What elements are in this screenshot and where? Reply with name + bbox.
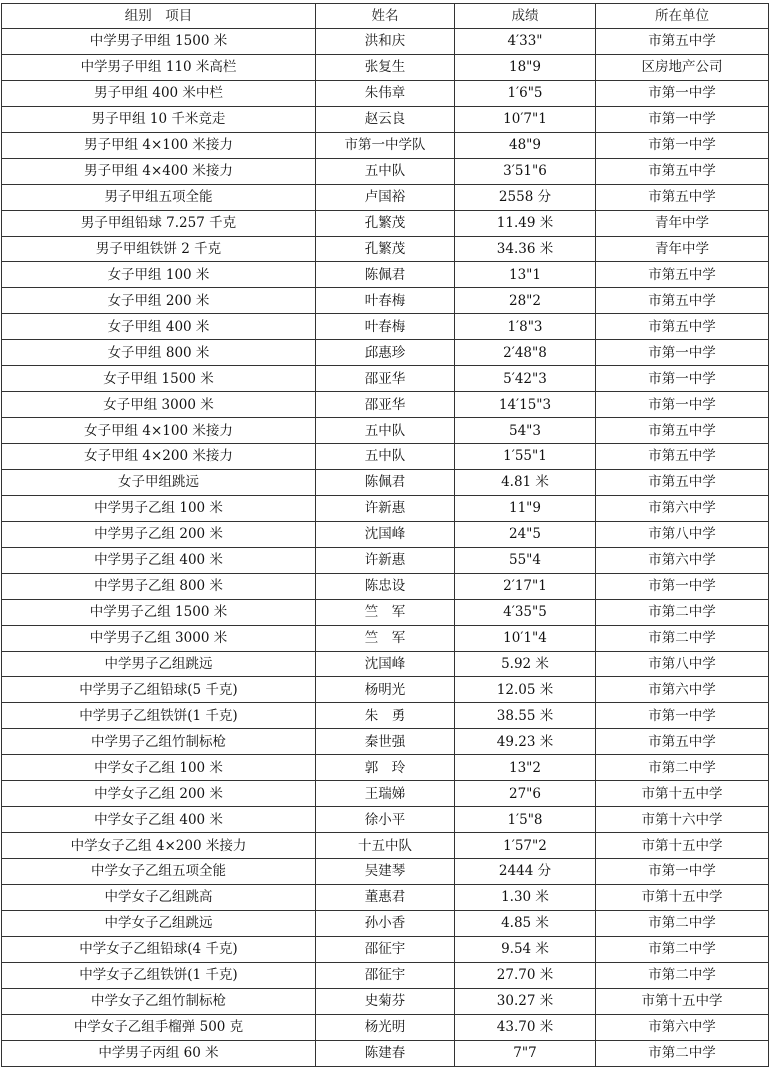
table-row: [2, 314, 769, 340]
name-cell: 许新惠: [316, 547, 455, 573]
result-cell: 24"5: [455, 521, 596, 547]
name-cell: 邵征宇: [316, 936, 455, 962]
name-cell: 陈佩君: [316, 262, 455, 288]
result-cell: 30.27 米: [455, 988, 596, 1014]
event-cell: 中学女子乙组竹制标枪: [2, 988, 316, 1014]
header-row: [2, 4, 769, 29]
unit-cell: 市第十五中学: [596, 884, 769, 910]
unit-cell: 市第一中学: [596, 340, 769, 366]
name-cell: 朱伟章: [316, 80, 455, 106]
unit-cell: 市第十五中学: [596, 833, 769, 859]
name-cell: 叶春梅: [316, 314, 455, 340]
name-cell: 洪和庆: [316, 29, 455, 55]
event-cell: 女子甲组 200 米: [2, 288, 316, 314]
result-cell: 10′7"1: [455, 106, 596, 132]
event-cell: 女子甲组 400 米: [2, 314, 316, 340]
result-cell: 4′35"5: [455, 599, 596, 625]
unit-cell: 市第六中学: [596, 547, 769, 573]
result-cell: 9.54 米: [455, 936, 596, 962]
event-cell: 女子甲组 100 米: [2, 262, 316, 288]
result-cell: 1′8"3: [455, 314, 596, 340]
unit-cell: 市第二中学: [596, 625, 769, 651]
result-cell: 7"7: [455, 1040, 596, 1066]
table-row: [2, 495, 769, 521]
event-cell: 中学女子乙组铁饼(1 千克): [2, 962, 316, 988]
table-row: [2, 29, 769, 55]
unit-cell: 市第一中学: [596, 573, 769, 599]
table-row: [2, 366, 769, 392]
table-row: [2, 1014, 769, 1040]
name-cell: 陈佩君: [316, 469, 455, 495]
name-cell: 杨光明: [316, 1014, 455, 1040]
unit-cell: 市第五中学: [596, 288, 769, 314]
name-cell: 孔繁茂: [316, 236, 455, 262]
event-cell: 中学男子乙组竹制标枪: [2, 729, 316, 755]
result-cell: 13"2: [455, 755, 596, 781]
result-cell: 43.70 米: [455, 1014, 596, 1040]
name-cell: 秦世强: [316, 729, 455, 755]
result-cell: 55"4: [455, 547, 596, 573]
table-row: [2, 288, 769, 314]
name-cell: 邱惠珍: [316, 340, 455, 366]
result-cell: 54"3: [455, 418, 596, 444]
unit-cell: 市第一中学: [596, 703, 769, 729]
result-cell: 4.85 米: [455, 910, 596, 936]
unit-cell: 市第十六中学: [596, 807, 769, 833]
result-cell: 1′57"2: [455, 833, 596, 859]
result-cell: 14′15"3: [455, 392, 596, 418]
table-row: [2, 677, 769, 703]
unit-cell: 市第八中学: [596, 521, 769, 547]
event-cell: 男子甲组 4×100 米接力: [2, 132, 316, 158]
result-cell: 13"1: [455, 262, 596, 288]
table-row: [2, 521, 769, 547]
result-cell: 4′33": [455, 29, 596, 55]
name-cell: 王瑞娣: [316, 781, 455, 807]
name-cell: 史菊芬: [316, 988, 455, 1014]
unit-cell: 市第六中学: [596, 1014, 769, 1040]
result-cell: 4.81 米: [455, 469, 596, 495]
event-cell: 中学男子乙组 800 米: [2, 573, 316, 599]
unit-cell: 市第二中学: [596, 936, 769, 962]
name-cell: 竺 军: [316, 625, 455, 651]
unit-cell: 市第五中学: [596, 184, 769, 210]
records-table: [1, 3, 769, 1067]
unit-cell: 青年中学: [596, 236, 769, 262]
event-cell: 中学女子乙组 200 米: [2, 781, 316, 807]
table-body: [2, 29, 769, 1067]
table-row: [2, 599, 769, 625]
unit-cell: 市第五中学: [596, 158, 769, 184]
result-cell: 1′55"1: [455, 444, 596, 470]
name-cell: 五中队: [316, 158, 455, 184]
unit-cell: 市第二中学: [596, 910, 769, 936]
unit-cell: 市第五中学: [596, 262, 769, 288]
name-cell: 竺 军: [316, 599, 455, 625]
table-row: [2, 236, 769, 262]
header-unit: 所在单位: [596, 4, 769, 29]
name-cell: 徐小平: [316, 807, 455, 833]
event-cell: 中学女子乙组跳高: [2, 884, 316, 910]
table-row: [2, 729, 769, 755]
result-cell: 11"9: [455, 495, 596, 521]
name-cell: 孔繁茂: [316, 210, 455, 236]
event-cell: 男子甲组 400 米中栏: [2, 80, 316, 106]
table-row: [2, 444, 769, 470]
result-cell: 2′17"1: [455, 573, 596, 599]
table-row: [2, 910, 769, 936]
result-cell: 28"2: [455, 288, 596, 314]
unit-cell: 市第五中学: [596, 314, 769, 340]
result-cell: 27.70 米: [455, 962, 596, 988]
event-cell: 女子甲组 4×200 米接力: [2, 444, 316, 470]
event-cell: 男子甲组铅球 7.257 千克: [2, 210, 316, 236]
result-cell: 18"9: [455, 54, 596, 80]
event-cell: 中学男子乙组 3000 米: [2, 625, 316, 651]
result-cell: 49.23 米: [455, 729, 596, 755]
event-cell: 女子甲组跳远: [2, 469, 316, 495]
table-row: [2, 781, 769, 807]
unit-cell: 市第五中学: [596, 418, 769, 444]
event-cell: 中学男子乙组 1500 米: [2, 599, 316, 625]
event-cell: 中学女子乙组 4×200 米接力: [2, 833, 316, 859]
table-row: [2, 106, 769, 132]
unit-cell: 市第一中学: [596, 80, 769, 106]
table-row: [2, 651, 769, 677]
name-cell: 卢国裕: [316, 184, 455, 210]
result-cell: 3′51"6: [455, 158, 596, 184]
result-cell: 48"9: [455, 132, 596, 158]
name-cell: 沈国峰: [316, 521, 455, 547]
event-cell: 中学女子乙组 400 米: [2, 807, 316, 833]
unit-cell: 市第五中学: [596, 729, 769, 755]
event-cell: 男子甲组五项全能: [2, 184, 316, 210]
name-cell: 邵亚华: [316, 392, 455, 418]
name-cell: 市第一中学队: [316, 132, 455, 158]
unit-cell: 市第五中学: [596, 469, 769, 495]
table-row: [2, 80, 769, 106]
result-cell: 1′5"8: [455, 807, 596, 833]
result-cell: 5.92 米: [455, 651, 596, 677]
table-row: [2, 469, 769, 495]
result-cell: 10′1"4: [455, 625, 596, 651]
unit-cell: 市第五中学: [596, 29, 769, 55]
name-cell: 陈忠设: [316, 573, 455, 599]
result-cell: 12.05 米: [455, 677, 596, 703]
name-cell: 张复生: [316, 54, 455, 80]
unit-cell: 市第五中学: [596, 444, 769, 470]
name-cell: 朱 勇: [316, 703, 455, 729]
result-cell: 38.55 米: [455, 703, 596, 729]
result-cell: 34.36 米: [455, 236, 596, 262]
unit-cell: 市第二中学: [596, 1040, 769, 1066]
event-cell: 中学男子乙组铁饼(1 千克): [2, 703, 316, 729]
event-cell: 男子甲组 4×400 米接力: [2, 158, 316, 184]
unit-cell: 市第一中学: [596, 366, 769, 392]
unit-cell: 市第一中学: [596, 132, 769, 158]
name-cell: 邵征宇: [316, 962, 455, 988]
event-cell: 女子甲组 800 米: [2, 340, 316, 366]
result-cell: 2′48"8: [455, 340, 596, 366]
name-cell: 陈建春: [316, 1040, 455, 1066]
unit-cell: 市第八中学: [596, 651, 769, 677]
event-cell: 女子甲组 1500 米: [2, 366, 316, 392]
name-cell: 五中队: [316, 444, 455, 470]
table-row: [2, 547, 769, 573]
table-row: [2, 755, 769, 781]
event-cell: 中学男子丙组 60 米: [2, 1040, 316, 1066]
table-row: [2, 884, 769, 910]
unit-cell: 市第六中学: [596, 677, 769, 703]
unit-cell: 市第一中学: [596, 392, 769, 418]
name-cell: 许新惠: [316, 495, 455, 521]
name-cell: 杨明光: [316, 677, 455, 703]
event-cell: 中学男子乙组铅球(5 千克): [2, 677, 316, 703]
name-cell: 董惠君: [316, 884, 455, 910]
table-row: [2, 210, 769, 236]
table-row: [2, 54, 769, 80]
event-cell: 中学女子乙组 100 米: [2, 755, 316, 781]
table-row: [2, 962, 769, 988]
table-row: [2, 184, 769, 210]
table-row: [2, 807, 769, 833]
header-event: 组别 项目: [2, 4, 316, 29]
table-row: [2, 1040, 769, 1066]
event-cell: 中学男子乙组 100 米: [2, 495, 316, 521]
name-cell: 叶春梅: [316, 288, 455, 314]
event-cell: 中学女子乙组手榴弹 500 克: [2, 1014, 316, 1040]
table-row: [2, 859, 769, 885]
result-cell: 5′42"3: [455, 366, 596, 392]
header-result: 成绩: [455, 4, 596, 29]
unit-cell: 市第六中学: [596, 495, 769, 521]
name-cell: 沈国峰: [316, 651, 455, 677]
name-cell: 五中队: [316, 418, 455, 444]
result-cell: 27"6: [455, 781, 596, 807]
result-cell: 2444 分: [455, 859, 596, 885]
name-cell: 郭 玲: [316, 755, 455, 781]
result-cell: 1.30 米: [455, 884, 596, 910]
event-cell: 中学女子乙组跳远: [2, 910, 316, 936]
event-cell: 中学男子乙组跳远: [2, 651, 316, 677]
table-row: [2, 392, 769, 418]
table-row: [2, 936, 769, 962]
event-cell: 男子甲组铁饼 2 千克: [2, 236, 316, 262]
unit-cell: 区房地产公司: [596, 54, 769, 80]
table-row: [2, 988, 769, 1014]
table-row: [2, 625, 769, 651]
table-row: [2, 158, 769, 184]
unit-cell: 市第一中学: [596, 859, 769, 885]
result-cell: 1′6"5: [455, 80, 596, 106]
unit-cell: 市第二中学: [596, 599, 769, 625]
event-cell: 女子甲组 3000 米: [2, 392, 316, 418]
result-cell: 2558 分: [455, 184, 596, 210]
event-cell: 中学男子乙组 200 米: [2, 521, 316, 547]
table-row: [2, 262, 769, 288]
table-row: [2, 418, 769, 444]
name-cell: 孙小香: [316, 910, 455, 936]
table-row: [2, 703, 769, 729]
event-cell: 中学女子乙组铅球(4 千克): [2, 936, 316, 962]
table-row: [2, 340, 769, 366]
event-cell: 中学男子甲组 1500 米: [2, 29, 316, 55]
header-name: 姓名: [316, 4, 455, 29]
table-row: [2, 833, 769, 859]
event-cell: 女子甲组 4×100 米接力: [2, 418, 316, 444]
table-row: [2, 573, 769, 599]
name-cell: 邵亚华: [316, 366, 455, 392]
event-cell: 中学女子乙组五项全能: [2, 859, 316, 885]
name-cell: 吴建琴: [316, 859, 455, 885]
unit-cell: 市第十五中学: [596, 988, 769, 1014]
unit-cell: 青年中学: [596, 210, 769, 236]
event-cell: 男子甲组 10 千米竞走: [2, 106, 316, 132]
unit-cell: 市第二中学: [596, 962, 769, 988]
table-row: [2, 132, 769, 158]
unit-cell: 市第一中学: [596, 106, 769, 132]
name-cell: 赵云良: [316, 106, 455, 132]
unit-cell: 市第二中学: [596, 755, 769, 781]
event-cell: 中学男子乙组 400 米: [2, 547, 316, 573]
name-cell: 十五中队: [316, 833, 455, 859]
unit-cell: 市第十五中学: [596, 781, 769, 807]
result-cell: 11.49 米: [455, 210, 596, 236]
event-cell: 中学男子甲组 110 米高栏: [2, 54, 316, 80]
